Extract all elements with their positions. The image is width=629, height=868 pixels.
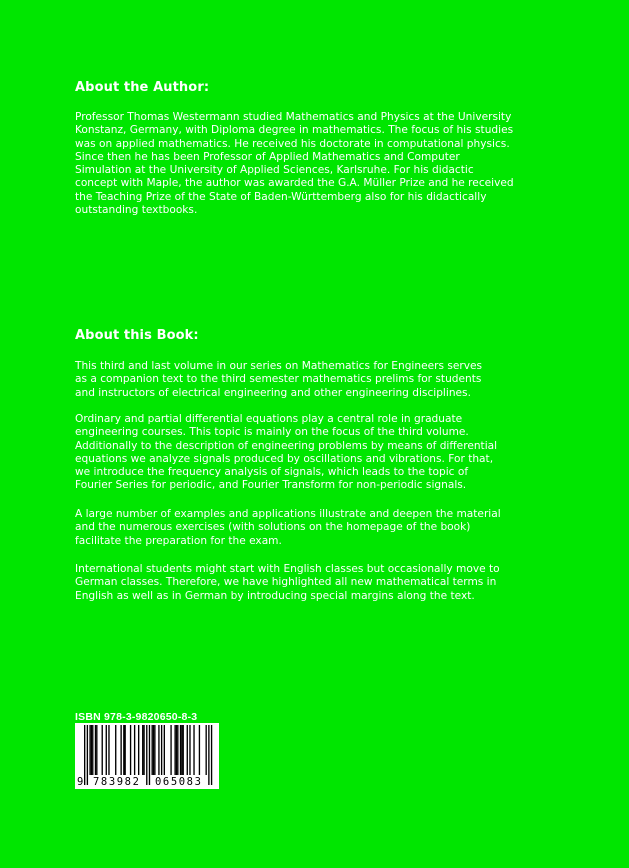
- book-heading: About this Book:: [75, 328, 199, 343]
- barcode-bar: [149, 725, 150, 785]
- barcode-bar: [125, 725, 126, 775]
- barcode-bar: [164, 725, 165, 775]
- barcode-bar: [134, 725, 135, 775]
- barcode-bar: [193, 725, 194, 775]
- barcode-bar: [181, 725, 182, 775]
- barcode-left-digits: 783982: [93, 776, 141, 788]
- barcode-bar: [87, 725, 88, 785]
- book-paragraph-3: A large number of examples and applications illustrate and deepen the material and the numerous exercises (with solutions on the homepage of the book) facilitate the preparation for the exam.: [75, 508, 501, 547]
- barcode-bar: [174, 725, 175, 775]
- barcode-bar: [84, 725, 85, 785]
- barcode-bar: [96, 725, 97, 775]
- barcode-bar: [130, 725, 131, 775]
- book-paragraph-4: International students might start with English classes but occasionally move to German classes. Therefore, we have highlighted all new mathematical terms in English as well as in German by introducing special margins along the text.: [75, 563, 500, 602]
- barcode-bar: [108, 725, 109, 775]
- isbn-label: ISBN 978-3-9820650-8-3: [75, 711, 198, 723]
- barcode-bar: [138, 725, 139, 775]
- barcode-bar: [208, 725, 209, 785]
- barcode-bar: [183, 725, 184, 775]
- book-paragraph-2: Ordinary and partial differential equations play a central role in graduate engineering courses. This topic is mainly on the focus of the third volume. Additionally to the description of engineering problems by means of differential equations we analyze signals produced by oscillations and vibrations. For that, we introduce the frequency analysis of signals, which leads to the topic of Fourier Series for periodic, and Fourier Transform for non-periodic signals.: [75, 413, 498, 492]
- isbn-barcode: [75, 723, 219, 789]
- barcode-bar: [206, 725, 207, 775]
- barcode-bar: [154, 725, 155, 775]
- barcode-bar: [189, 725, 190, 775]
- barcode-first-digit: 9: [77, 776, 84, 788]
- book-paragraph-1: This third and last volume in our series on Mathematics for Engineers serves as a companion text to the third semester mathematics prelims for students and instructors of electrical engineering and other engineering disciplines.: [75, 360, 483, 399]
- barcode-bar: [199, 725, 200, 775]
- barcode-bar: [123, 725, 124, 775]
- barcode-right-digits: 065083: [155, 776, 203, 788]
- barcode-bar: [152, 725, 153, 775]
- barcode-bar: [142, 725, 143, 775]
- author-heading: About the Author:: [75, 80, 210, 95]
- barcode-bar: [120, 725, 121, 775]
- barcode-bar: [106, 725, 107, 775]
- barcode-bar: [102, 725, 103, 775]
- barcode-bar: [176, 725, 177, 775]
- barcode-bar: [89, 725, 90, 775]
- barcode-bar: [91, 725, 92, 775]
- barcode-bar: [115, 725, 116, 775]
- barcode-bar: [177, 725, 178, 775]
- barcode-bar: [187, 725, 188, 775]
- barcode-bar: [146, 725, 147, 785]
- barcode-bar: [92, 725, 93, 775]
- barcode-bar: [161, 725, 162, 775]
- barcode-bar: [95, 725, 96, 775]
- barcode-bar: [180, 725, 181, 775]
- barcode-bar: [170, 725, 171, 775]
- author-bio: Professor Thomas Westermann studied Mathematics and Physics at the University Konstanz, Germany, with Diploma degree in mathematics. The focus of his studies was on applied mathematics. He received his doctorate in computational physics. Since then he has been Professor of Applied Mathematics and Computer Simulation at the University of Applied Sciences, Karlsruhe. For his didactic concept with Maple, the author was awarded the G.A. Müller Prize and he received the Teaching Prize of the State of Baden-Württemberg also for his didactically outstanding textbooks.: [75, 111, 514, 217]
- barcode-bar: [158, 725, 159, 775]
- barcode-bar: [153, 725, 154, 775]
- barcode-bar: [143, 725, 144, 775]
- barcode-bar: [211, 725, 212, 785]
